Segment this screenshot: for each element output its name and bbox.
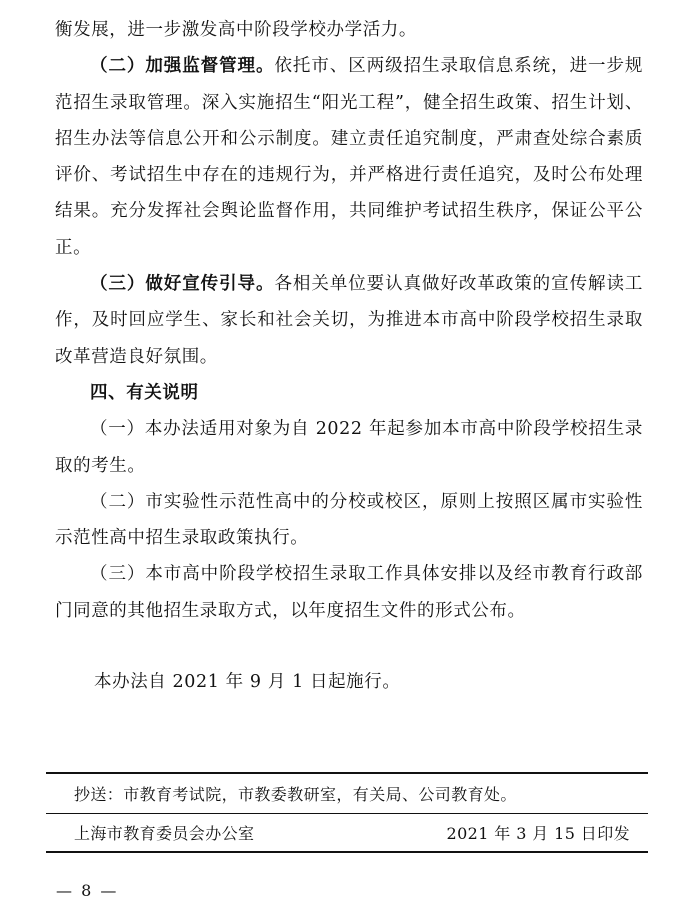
note-2: （二）市实验性示范性高中的分校或校区，原则上按照区属市实验性示范性高中招生录取政策执行。 xyxy=(55,491,643,549)
item3-heading: （三）做好宣传引导。 xyxy=(90,274,275,295)
item3-paragraph xyxy=(55,266,643,375)
note-3: （三）本市高中阶段学校招生录取工作具体安排以及经市教育行政部门同意的其他招生录取方式，以年度招生文件的形式公布。 xyxy=(55,564,643,621)
item3-text: 各相关单位要认真做好改革政策的宣传解读工作，及时回应学生、家长和社会关切，为推进本市高中阶段学校招生录取改革营造良好氛围。 xyxy=(55,274,644,367)
note-1: （一）本办法适用对象为自 2022 年起参加本市高中阶段学校招生录取的考生。 xyxy=(55,419,643,476)
page-number: — 8 — xyxy=(56,881,119,900)
footer-middle-rule xyxy=(46,813,648,814)
item2-text: 依托市、区两级招生录取信息系统，进一步规范招生录取管理。深入实施招生“阳光工程”，健全招生政策、招生计划、招生办法等信息公开和公示制度。建立责任追究制度，严肃查处综合素质评价、考试招生中存在的违规行为，并严格进行责任追究，及时公布处理结果。充分发挥社会舆论监督作用，共同维护考试招生秩序，保证公平公正。 xyxy=(55,56,644,258)
issuer: 上海市教育委员会办公室 xyxy=(74,824,255,843)
effective-date-line: 本办法自 2021 年 9 月 1 日起施行。 xyxy=(94,672,401,692)
footer-bottom-rule xyxy=(46,851,648,853)
body-text xyxy=(55,12,643,629)
intro-line: 衡发展，进一步激发高中阶段学校办学活力。 xyxy=(55,20,417,40)
item2-paragraph xyxy=(55,48,643,266)
print-date: 2021 年 3 月 15 日印发 xyxy=(446,824,630,843)
item2-heading: （二）加强监督管理。 xyxy=(90,56,275,77)
cc-line: 抄送：市教育考试院，市教委教研室，有关局、公司教育处。 xyxy=(74,785,517,804)
section4-heading: 四、有关说明 xyxy=(90,382,199,403)
footer-top-rule xyxy=(46,772,648,774)
